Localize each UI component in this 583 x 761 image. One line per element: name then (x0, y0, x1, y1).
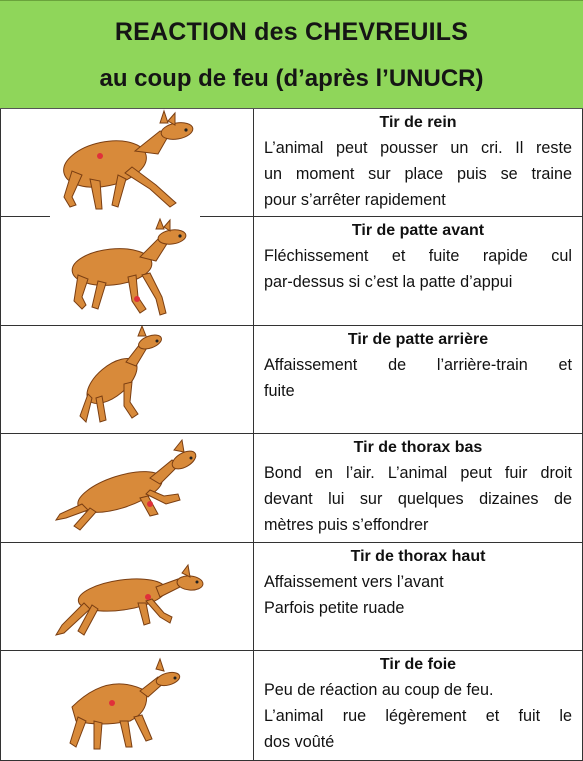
description-line: Peu de réaction au coup de feu. (264, 681, 494, 699)
deer-crouching-icon (0, 217, 253, 326)
shot-title: Tir de foie (379, 656, 457, 673)
table-row (0, 543, 583, 651)
description-line: devant lui sur quelques dizaines de (264, 490, 572, 508)
shot-title: Tir de patte avant (351, 222, 485, 239)
description-line: un moment sur place puis se traine (264, 165, 572, 183)
description-line: fuite (264, 382, 295, 400)
table-row (0, 326, 583, 434)
description-line: Fléchissement et fuite rapide cul (264, 247, 572, 265)
shot-title: Tir de thorax haut (350, 548, 486, 565)
shot-title: Tir de thorax bas (353, 439, 483, 456)
deer-rearing-icon (0, 326, 253, 434)
description-line: par-dessus si c’est la patte d’appui (264, 273, 513, 291)
description-line: Parfois petite ruade (264, 599, 405, 617)
deer-diving-icon (0, 543, 253, 651)
description-line: Affaissement de l’arrière-train et (264, 356, 572, 374)
description-line: Bond en l’air. L’animal peut fuir droit (264, 464, 572, 482)
table-row (0, 217, 583, 326)
deer-arched-back-icon (0, 651, 253, 761)
table-row (0, 434, 583, 543)
shot-title: Tir de patte arrière (347, 331, 489, 348)
deer-leaping-icon (0, 434, 253, 543)
page-title: REACTION des CHEVREUILS (114, 18, 469, 46)
deer-standing-hunched-icon (0, 109, 253, 217)
description-line: pour s’arrêter rapidement (264, 191, 446, 209)
table-row (0, 651, 583, 761)
table-row (0, 109, 583, 217)
description-line: dos voûté (264, 733, 335, 751)
page-subtitle: au coup de feu (d’après l’UNUCR) (99, 65, 484, 92)
description-line: L’animal peut pousser un cri. Il reste (264, 139, 572, 157)
description-line: mètres puis s’effondrer (264, 516, 429, 534)
shot-title: Tir de rein (379, 114, 457, 131)
description-line: Affaissement vers l’avant (264, 573, 444, 591)
description-line: L’animal rue légèrement et fuit le (264, 707, 572, 725)
title-banner (0, 0, 583, 109)
